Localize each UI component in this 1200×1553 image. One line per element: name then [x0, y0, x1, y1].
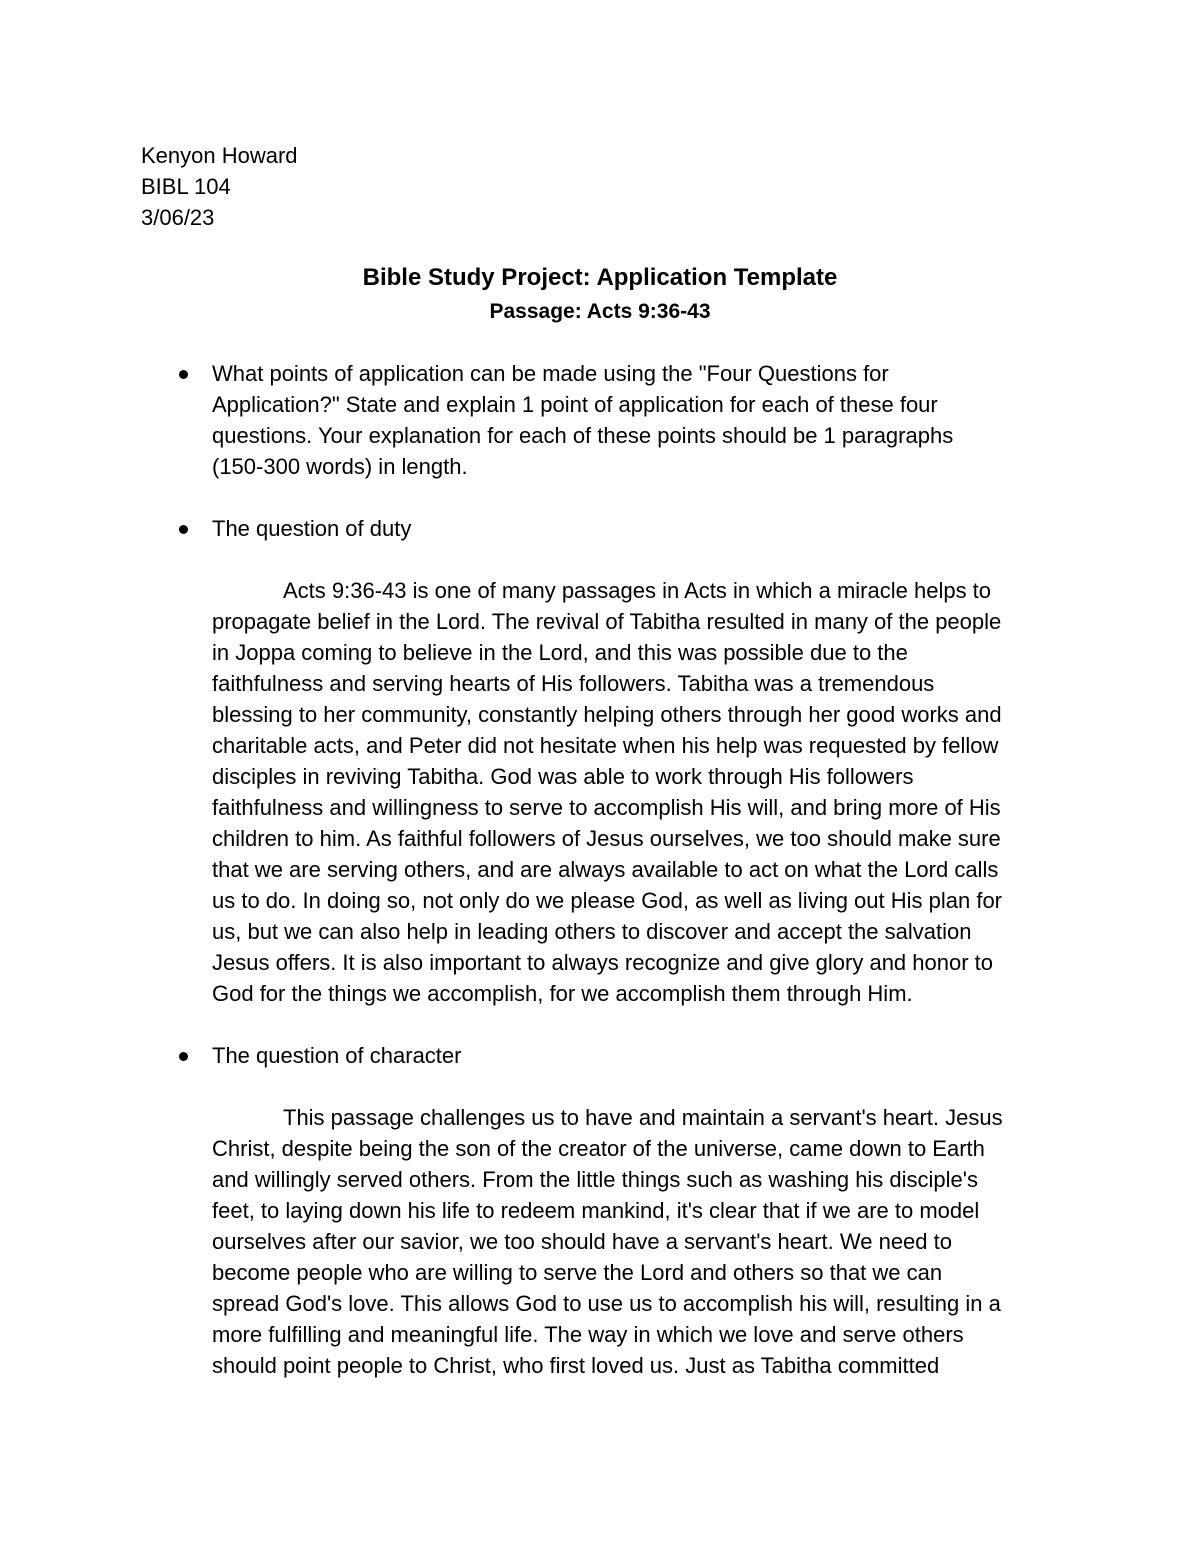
passage-subtitle: Passage: Acts 9:36-43	[489, 300, 711, 323]
character-paragraph	[141, 1102, 1066, 1381]
paragraph-line: God for the things we accomplish, for we accomplish them through Him.	[212, 981, 913, 1006]
prompt-bullet	[141, 358, 1066, 482]
paragraph-line: more fulfilling and meaningful life. The way in which we love and serve others	[212, 1322, 964, 1347]
paragraph-line: us, but we can also help in leading others to discover and accept the salvation	[212, 919, 972, 944]
paragraph-line: charitable acts, and Peter did not hesitate when his help was requested by fellow	[212, 733, 999, 758]
paragraph-line: become people who are willing to serve the Lord and others so that we can	[212, 1260, 943, 1285]
document-body	[141, 358, 1066, 1381]
paragraph-line: should point people to Christ, who first loved us. Just as Tabitha committed	[212, 1353, 940, 1378]
bullet-icon	[179, 1052, 188, 1061]
paragraph-line: Acts 9:36-43 is one of many passages in Acts in which a miracle helps to	[283, 578, 992, 603]
duty-bullet	[141, 513, 1066, 544]
paragraph-line: us to do. In doing so, not only do we please God, as well as living out His plan for	[212, 888, 1003, 913]
prompt-line: What points of application can be made using the "Four Questions for	[212, 361, 889, 386]
character-bullet	[141, 1040, 1066, 1071]
student-header	[141, 140, 298, 233]
student-name: Kenyon Howard	[141, 143, 298, 168]
bullet-icon	[179, 370, 188, 379]
paragraph-line: This passage challenges us to have and maintain a servant's heart. Jesus	[283, 1105, 1003, 1130]
prompt-line: Application?" State and explain 1 point of application for each of these four	[212, 392, 938, 417]
paragraph-line: Christ, despite being the son of the creator of the universe, came down to Earth	[212, 1136, 985, 1161]
paragraph-line: ourselves after our savior, we too should have a servant's heart. We need to	[212, 1229, 952, 1254]
submission-date: 3/06/23	[141, 205, 215, 230]
course-code: BIBL 104	[141, 174, 231, 199]
duty-paragraph	[141, 575, 1066, 1009]
paragraph-line: in Joppa coming to believe in the Lord, and this was possible due to the	[212, 640, 908, 665]
duty-heading: The question of duty	[212, 516, 412, 541]
paragraph-line: and willingly served others. From the little things such as washing his disciple's	[212, 1167, 978, 1192]
document-title: Bible Study Project: Application Template	[362, 264, 838, 291]
paragraph-line: propagate belief in the Lord. The revival of Tabitha resulted in many of the people	[212, 609, 1002, 634]
paragraph-line: Jesus offers. It is also important to always recognize and give glory and honor to	[212, 950, 994, 975]
paragraph-line: children to him. As faithful followers of Jesus ourselves, we too should make sure	[212, 826, 1001, 851]
paragraph-line: spread God's love. This allows God to use us to accomplish his will, resulting in a	[212, 1291, 1001, 1316]
paragraph-line: that we are serving others, and are always available to act on what the Lord calls	[212, 857, 999, 882]
paragraph-line: blessing to her community, constantly helping others through her good works and	[212, 702, 1002, 727]
paragraph-line: disciples in reviving Tabitha. God was able to work through His followers	[212, 764, 914, 789]
paragraph-line: faithfulness and willingness to serve to accomplish His will, and bring more of His	[212, 795, 1001, 820]
paragraph-line: faithfulness and serving hearts of His followers. Tabitha was a tremendous	[212, 671, 935, 696]
character-heading: The question of character	[212, 1043, 462, 1068]
paragraph-line: feet, to laying down his life to redeem mankind, it's clear that if we are to model	[212, 1198, 980, 1223]
prompt-line: questions. Your explanation for each of these points should be 1 paragraphs	[212, 423, 954, 448]
prompt-line: (150-300 words) in length.	[212, 454, 468, 479]
bullet-icon	[179, 525, 188, 534]
